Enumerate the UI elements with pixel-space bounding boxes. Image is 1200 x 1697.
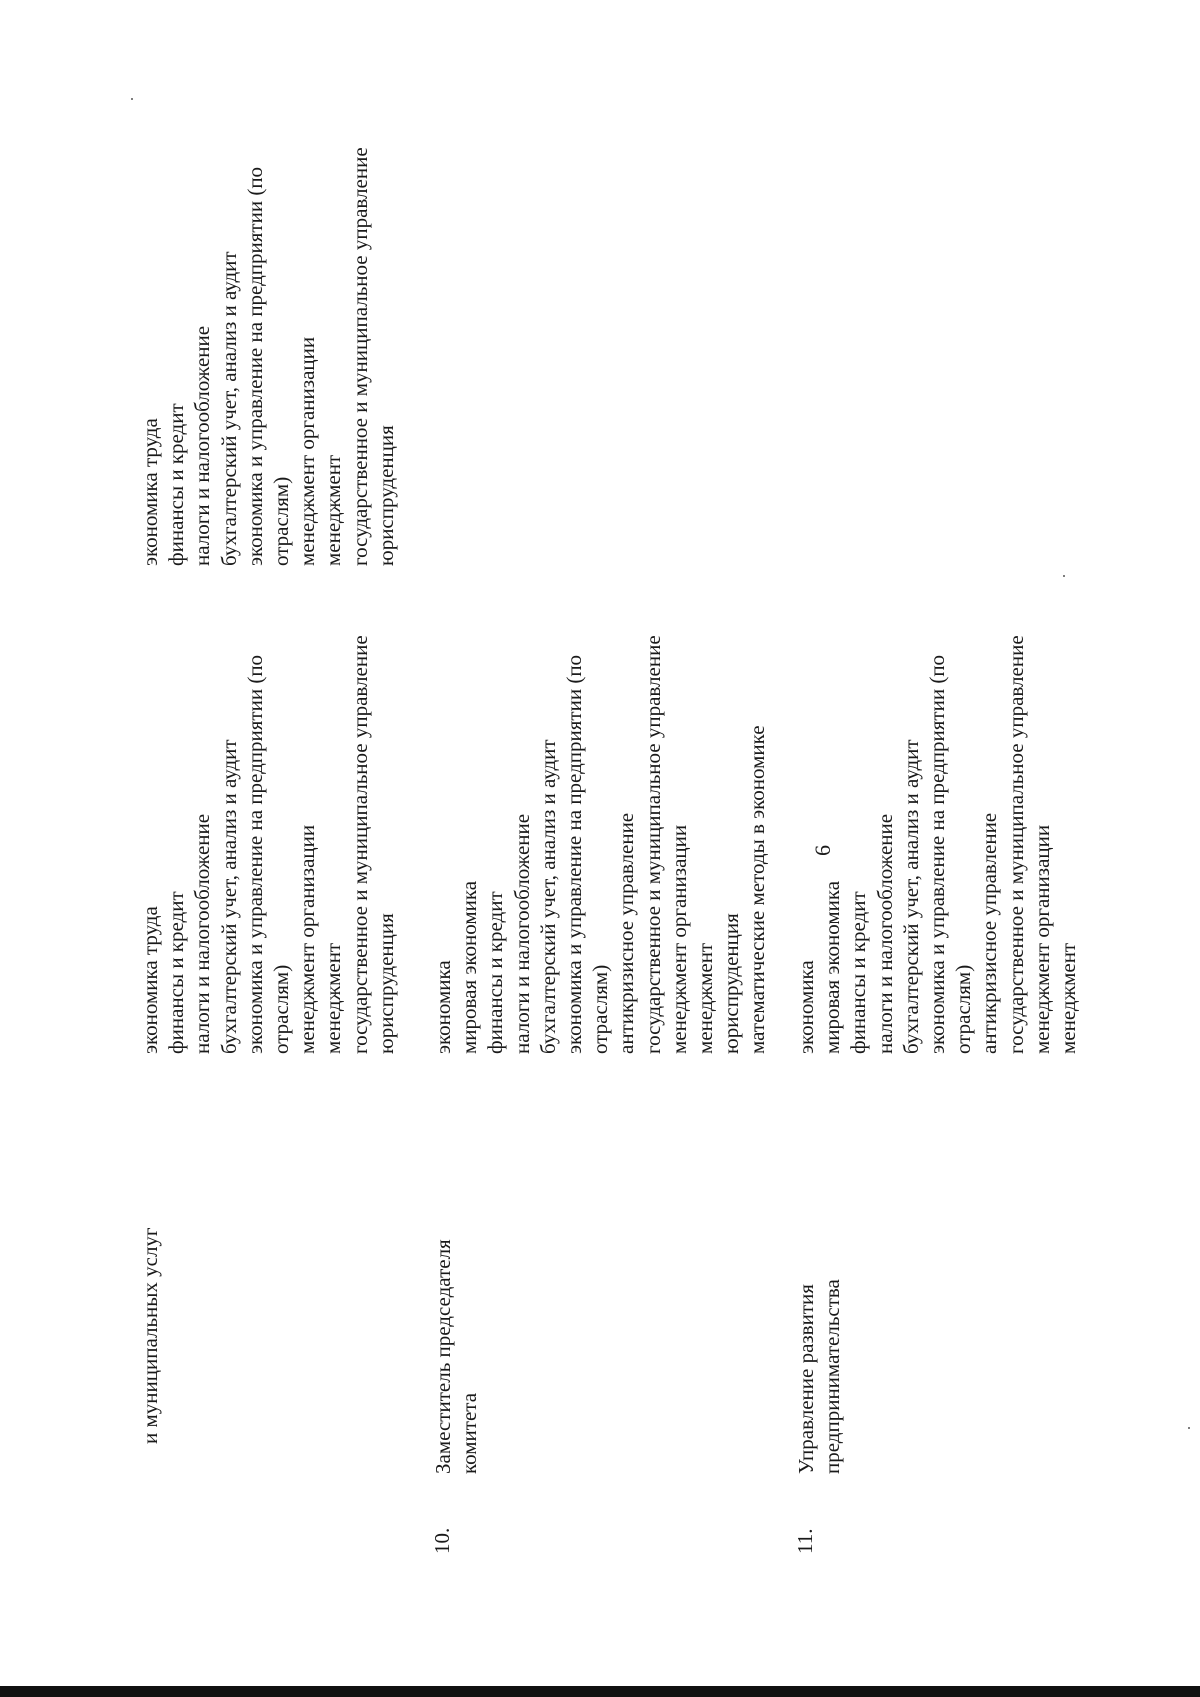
row-position	[793, 1279, 845, 1474]
list-item: экономика труда	[138, 418, 162, 566]
list-item: налоги и налогообложение	[872, 813, 897, 1054]
list-item: отраслям)	[269, 476, 294, 566]
list-item: менеджмент	[693, 942, 718, 1054]
list-item: экономика и управление на предприятии (по	[562, 654, 587, 1054]
position-line: Управление развития	[794, 1284, 818, 1474]
position-line: предпринимательства	[820, 1279, 845, 1474]
list-item: менеджмент организации	[295, 336, 320, 566]
list-item: финансы и кредит	[164, 891, 189, 1054]
list-item: государственное и муниципальное управление	[347, 147, 372, 566]
list-item: антикризисное управление	[614, 812, 639, 1054]
list-item: менеджмент	[321, 942, 346, 1054]
list-item: бухгалтерский учет, анализ и аудит	[216, 251, 241, 566]
list-item: менеджмент	[321, 454, 346, 566]
list-item: государственное и муниципальное управление	[640, 635, 665, 1054]
qualification-list-2	[137, 147, 399, 566]
list-item: государственное и муниципальное управление	[1003, 635, 1028, 1054]
row-number: 11.	[793, 1528, 817, 1554]
scan-speck	[1188, 1427, 1190, 1429]
list-item: финансы и кредит	[846, 891, 871, 1054]
list-item: финансы и кредит	[164, 403, 189, 566]
position-line: комитета	[457, 1392, 482, 1474]
list-item: экономика и управление на предприятии (по	[925, 654, 950, 1054]
qualification-list	[137, 635, 399, 1054]
list-item: мировая экономика	[457, 880, 482, 1054]
list-item: финансы и кредит	[483, 891, 508, 1054]
list-item: мировая экономика	[820, 880, 845, 1054]
list-item: менеджмент организации	[1029, 824, 1054, 1054]
list-item: юриспруденция	[373, 913, 398, 1054]
position-line: Заместитель председателя	[431, 1239, 455, 1474]
list-item: государственное и муниципальное управление	[347, 635, 372, 1054]
list-item: отраслям)	[951, 964, 976, 1054]
list-item: антикризисное управление	[977, 812, 1002, 1054]
list-item: экономика и управление на предприятии (по	[242, 166, 267, 566]
list-item: бухгалтерский учет, анализ и аудит	[898, 739, 923, 1054]
row-position	[430, 1239, 482, 1474]
list-item: бухгалтерский учет, анализ и аудит	[535, 739, 560, 1054]
row-number: 10.	[430, 1527, 454, 1554]
list-item: экономика	[431, 960, 455, 1054]
list-item: экономика труда	[138, 906, 162, 1054]
list-item: юриспруденция	[373, 425, 398, 566]
list-item: математические методы в экономике	[745, 725, 770, 1054]
list-item: экономика и управление на предприятии (по	[242, 654, 267, 1054]
list-item: менеджмент организации	[295, 824, 320, 1054]
list-item: экономика	[794, 960, 818, 1054]
list-item: налоги и налогообложение	[509, 813, 534, 1054]
list-item: бухгалтерский учет, анализ и аудит	[216, 739, 241, 1054]
scan-edge-bar	[0, 1686, 1200, 1697]
position-line: и муниципальных услуг	[138, 1227, 162, 1444]
list-item: менеджмент организации	[666, 824, 691, 1054]
qualification-list	[793, 635, 1081, 1054]
list-item: отраслям)	[269, 964, 294, 1054]
scan-speck	[131, 98, 133, 100]
qualification-list	[430, 635, 771, 1054]
list-item: отраслям)	[588, 964, 613, 1054]
list-item: юриспруденция	[719, 913, 744, 1054]
list-item: налоги и налогообложение	[190, 813, 215, 1054]
scan-speck	[1063, 575, 1065, 577]
row-position	[137, 1227, 163, 1444]
list-item: налоги и налогообложение	[190, 325, 215, 566]
list-item: менеджмент	[1056, 942, 1081, 1054]
page-number: 6	[810, 845, 835, 856]
